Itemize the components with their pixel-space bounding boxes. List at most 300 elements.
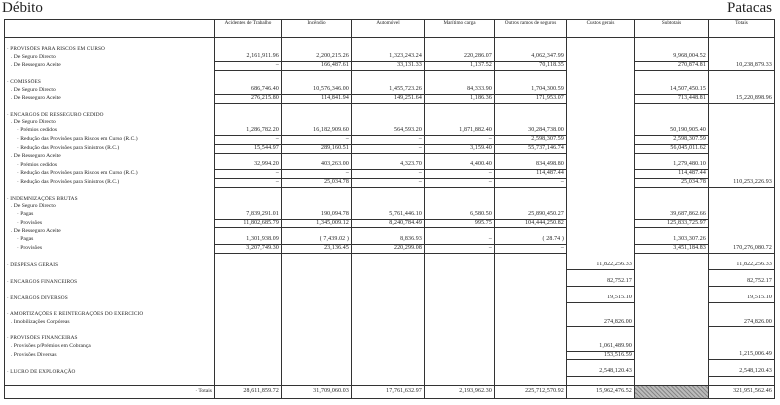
total-value-cell: 2,193,962.30: [425, 385, 495, 398]
value-cell: 19,515.10: [567, 295, 635, 303]
value-cell: –: [425, 178, 495, 187]
value-cell: [495, 376, 567, 385]
value-cell: [425, 196, 495, 204]
value-cell: [709, 236, 775, 244]
total-value-cell: 15,962,476.52: [567, 385, 635, 398]
row-label: · Prémios cedidos: [5, 127, 215, 135]
table-row: [5, 244, 775, 253]
value-cell: 834,498.80: [495, 161, 567, 169]
value-cell: [282, 286, 352, 294]
value-cell: 1,323,243.24: [352, 53, 425, 61]
row-label: · Redução das Provisões para Riscos em Curso (R.C.): [5, 170, 215, 179]
table-row: [5, 211, 775, 219]
value-cell: 50,190,905.40: [635, 127, 709, 135]
value-cell: [282, 196, 352, 204]
table-row: [5, 86, 775, 94]
value-cell: [567, 144, 635, 153]
table-row: [5, 144, 775, 153]
row-label: [5, 104, 215, 112]
value-cell: [215, 286, 282, 294]
value-cell: 25,890,450.27: [495, 211, 567, 219]
value-cell: [352, 262, 425, 270]
value-cell: –: [282, 135, 352, 144]
value-cell: [352, 38, 425, 46]
value-cell: [215, 196, 282, 204]
value-cell: 114,487.44: [495, 170, 567, 179]
table-row: [5, 135, 775, 144]
value-cell: [215, 203, 282, 211]
value-cell: [495, 262, 567, 270]
value-cell: [709, 144, 775, 153]
value-cell: [215, 319, 282, 327]
value-cell: [567, 244, 635, 253]
value-cell: [495, 303, 567, 311]
value-cell: [352, 270, 425, 278]
value-cell: [709, 86, 775, 94]
value-cell: [567, 228, 635, 236]
row-label: . De Resseguro Aceite: [5, 228, 215, 236]
value-cell: [635, 327, 709, 335]
column-header: Automóvel: [352, 20, 425, 38]
value-cell: [495, 278, 567, 286]
column-header: Marítimo carga: [425, 20, 495, 38]
column-header: Acidentes de Trabalho: [215, 20, 282, 38]
value-cell: [709, 161, 775, 169]
value-cell: –: [425, 236, 495, 244]
value-cell: [709, 135, 775, 144]
value-cell: 11,822,256.33: [709, 262, 775, 270]
value-cell: [635, 311, 709, 319]
value-cell: 7,839,291.01: [215, 211, 282, 219]
spacer-row: [5, 303, 775, 311]
value-cell: [215, 311, 282, 319]
row-label: [5, 303, 215, 311]
value-cell: [425, 335, 495, 343]
value-cell: –: [352, 135, 425, 144]
value-cell: [635, 119, 709, 127]
spacer-row: [5, 360, 775, 368]
value-cell: [495, 335, 567, 343]
value-cell: [425, 295, 495, 303]
value-cell: [635, 196, 709, 204]
value-cell: 32,994.20: [215, 161, 282, 169]
value-cell: –: [352, 178, 425, 187]
value-cell: [495, 203, 567, 211]
row-label: . De Resseguro Aceite: [5, 62, 215, 71]
value-cell: 4,400.40: [425, 161, 495, 169]
spacer-row: [5, 104, 775, 112]
value-cell: ( 7,439.02 ): [282, 236, 352, 244]
value-cell: [282, 360, 352, 368]
value-cell: [567, 62, 635, 71]
value-cell: [352, 343, 425, 351]
value-cell: 274,826.00: [567, 319, 635, 327]
value-cell: 39,687,862.66: [635, 211, 709, 219]
value-cell: 170,276,080.72: [709, 244, 775, 253]
value-cell: [495, 368, 567, 376]
spacer-row: [5, 376, 775, 385]
spacer-row: [5, 286, 775, 294]
value-cell: 15,544.97: [215, 144, 282, 153]
value-cell: 1,455,723.26: [352, 86, 425, 94]
value-cell: 125,833,725.97: [635, 219, 709, 228]
value-cell: [352, 286, 425, 294]
value-cell: [425, 327, 495, 335]
value-cell: [635, 153, 709, 161]
value-cell: –: [282, 170, 352, 179]
value-cell: 2,598,307.59: [635, 135, 709, 144]
value-cell: [352, 319, 425, 327]
value-cell: [709, 219, 775, 228]
currency-label: Patacas: [727, 0, 772, 16]
value-cell: [215, 376, 282, 385]
value-cell: [282, 71, 352, 79]
column-header: Totais: [709, 20, 775, 38]
value-cell: [215, 104, 282, 112]
value-cell: [709, 376, 775, 385]
value-cell: 82,752.17: [567, 278, 635, 286]
value-cell: [567, 95, 635, 104]
value-cell: [215, 46, 282, 54]
value-cell: –: [215, 178, 282, 187]
table-row: [5, 335, 775, 343]
value-cell: [282, 351, 352, 360]
value-cell: [567, 253, 635, 261]
value-cell: 4,323.70: [352, 161, 425, 169]
value-cell: [495, 286, 567, 294]
table-row: [5, 112, 775, 120]
value-cell: [635, 104, 709, 112]
spacer-row: [5, 71, 775, 79]
value-cell: [425, 319, 495, 327]
value-cell: [635, 112, 709, 120]
value-cell: 5,761,446.10: [352, 211, 425, 219]
value-cell: [567, 79, 635, 87]
row-label: [5, 376, 215, 385]
spacer-row: [5, 327, 775, 335]
value-cell: [635, 71, 709, 79]
total-value-cell: 321,951,562.46: [709, 385, 775, 398]
column-header: Custos gerais: [567, 20, 635, 38]
value-cell: [425, 153, 495, 161]
value-cell: 70,118.35: [495, 62, 567, 71]
value-cell: [352, 203, 425, 211]
value-cell: 1,137.52: [425, 62, 495, 71]
value-cell: [495, 270, 567, 278]
value-cell: 3,207,749.30: [215, 244, 282, 253]
value-cell: –: [425, 170, 495, 179]
value-cell: 403,263.00: [282, 161, 352, 169]
value-cell: 995.75: [425, 219, 495, 228]
value-cell: [709, 311, 775, 319]
value-cell: [282, 335, 352, 343]
value-cell: [495, 351, 567, 360]
value-cell: 2,161,911.96: [215, 53, 282, 61]
value-cell: 110,253,226.93: [709, 178, 775, 187]
value-cell: [282, 153, 352, 161]
value-cell: 1,186.36: [425, 95, 495, 104]
total-value-cell: 28,611,859.72: [215, 385, 282, 398]
value-cell: [709, 343, 775, 351]
value-cell: [282, 119, 352, 127]
value-cell: [425, 228, 495, 236]
value-cell: [635, 286, 709, 294]
value-cell: [567, 196, 635, 204]
row-label: · Redução das Provisões para Riscos em Curso (R.C.): [5, 135, 215, 144]
value-cell: 3,451,184.83: [635, 244, 709, 253]
value-cell: [495, 343, 567, 351]
totals-label: · Totais: [5, 385, 215, 398]
value-cell: 8,240,784.49: [352, 219, 425, 228]
value-cell: [215, 343, 282, 351]
value-cell: [425, 38, 495, 46]
value-cell: [709, 170, 775, 179]
value-cell: [635, 368, 709, 376]
value-cell: [352, 360, 425, 368]
row-label: . Provisões p/Prémios em Cobrança: [5, 343, 215, 351]
value-cell: [352, 376, 425, 385]
value-cell: [709, 38, 775, 46]
value-cell: [495, 119, 567, 127]
row-label: · PROVISÕES FINANCEIRAS: [5, 335, 215, 343]
value-cell: [282, 368, 352, 376]
value-cell: [215, 119, 282, 127]
table-row: [5, 368, 775, 376]
value-cell: 23,136.45: [282, 244, 352, 253]
table-row: [5, 170, 775, 179]
value-cell: [567, 187, 635, 195]
value-cell: ( 28.74 ): [495, 236, 567, 244]
value-cell: [709, 104, 775, 112]
row-label: · Redução das Provisões para Sinistros (R.C.): [5, 178, 215, 187]
value-cell: 84,333.90: [425, 86, 495, 94]
value-cell: [282, 343, 352, 351]
table-row: [5, 95, 775, 104]
value-cell: [282, 104, 352, 112]
value-cell: [425, 270, 495, 278]
value-cell: [709, 79, 775, 87]
row-label: · Redução das Provisões para Sinistros (R.C.): [5, 144, 215, 153]
value-cell: [352, 327, 425, 335]
table-row: [5, 53, 775, 61]
value-cell: [352, 311, 425, 319]
table-row: [5, 351, 775, 360]
value-cell: 4,062,347.99: [495, 53, 567, 61]
table-row: [5, 278, 775, 286]
spacer-row: [5, 38, 775, 46]
total-value-cell: 17,761,632.97: [352, 385, 425, 398]
value-cell: 15,220,898.96: [709, 95, 775, 104]
value-cell: 10,238,879.33: [709, 62, 775, 71]
value-cell: 114,841.94: [282, 95, 352, 104]
value-cell: [495, 319, 567, 327]
value-cell: 10,576,346.00: [282, 86, 352, 94]
value-cell: –: [495, 244, 567, 253]
value-cell: 1,301,938.09: [215, 236, 282, 244]
value-cell: [425, 278, 495, 286]
value-cell: [215, 38, 282, 46]
table-row: [5, 262, 775, 270]
row-label: · ENCARGOS DE RESSEGURO CEDIDO: [5, 112, 215, 120]
value-cell: 149,251.64: [352, 95, 425, 104]
row-label: [5, 187, 215, 195]
value-cell: [635, 262, 709, 270]
value-cell: 82,752.17: [709, 278, 775, 286]
value-cell: [495, 228, 567, 236]
value-cell: [215, 278, 282, 286]
value-cell: [709, 196, 775, 204]
value-cell: 1,061,489.90: [567, 343, 635, 351]
value-cell: [709, 270, 775, 278]
value-cell: 56,045,011.62: [635, 144, 709, 153]
value-cell: [709, 286, 775, 294]
value-cell: [567, 270, 635, 278]
value-cell: [282, 46, 352, 54]
value-cell: –: [352, 170, 425, 179]
spacer-row: [5, 253, 775, 261]
value-cell: [635, 228, 709, 236]
value-cell: [567, 203, 635, 211]
row-label: · COMISSÕES: [5, 79, 215, 87]
row-label: · PROVISÕES PARA RISCOS EM CURSO: [5, 46, 215, 54]
table-row: [5, 219, 775, 228]
value-cell: [567, 71, 635, 79]
value-cell: [352, 119, 425, 127]
value-cell: 713,448.81: [635, 95, 709, 104]
value-cell: [567, 127, 635, 135]
value-cell: [635, 38, 709, 46]
total-value-cell: 225,712,570.92: [495, 385, 567, 398]
row-label: · AMORTIZAÇÕES E REINTEGRAÇÕES DO EXERCÍCIO: [5, 311, 215, 319]
value-cell: [709, 187, 775, 195]
value-cell: 274,826.00: [709, 319, 775, 327]
value-cell: [495, 38, 567, 46]
value-cell: [567, 178, 635, 187]
value-cell: –: [215, 170, 282, 179]
debit-statement-table: [4, 19, 775, 399]
table-row: [5, 311, 775, 319]
value-cell: [215, 368, 282, 376]
value-cell: [352, 368, 425, 376]
value-cell: 1,286,782.20: [215, 127, 282, 135]
value-cell: [352, 278, 425, 286]
totals-row: [5, 385, 775, 398]
value-cell: [635, 187, 709, 195]
spacer-row: [5, 270, 775, 278]
value-cell: [282, 295, 352, 303]
row-label: · Provisões: [5, 244, 215, 253]
value-cell: [215, 303, 282, 311]
value-cell: [282, 262, 352, 270]
value-cell: [709, 203, 775, 211]
value-cell: 289,160.51: [282, 144, 352, 153]
value-cell: [215, 360, 282, 368]
row-label: [5, 286, 215, 294]
table-row: [5, 119, 775, 127]
value-cell: [425, 112, 495, 120]
value-cell: [425, 311, 495, 319]
value-cell: [635, 303, 709, 311]
value-cell: 9,968,004.52: [635, 53, 709, 61]
value-cell: [709, 112, 775, 120]
table-row: [5, 343, 775, 351]
value-cell: [567, 311, 635, 319]
value-cell: [282, 38, 352, 46]
value-cell: 564,593.20: [352, 127, 425, 135]
value-cell: [282, 311, 352, 319]
value-cell: [495, 295, 567, 303]
value-cell: 6,580.50: [425, 211, 495, 219]
shaded-cell: [635, 385, 709, 398]
row-label: . Provisões Diversas: [5, 351, 215, 360]
value-cell: [709, 253, 775, 261]
value-cell: [215, 228, 282, 236]
table-row: [5, 153, 775, 161]
value-cell: [495, 196, 567, 204]
value-cell: [425, 71, 495, 79]
value-cell: [567, 104, 635, 112]
value-cell: [567, 170, 635, 179]
value-cell: 166,487.61: [282, 62, 352, 71]
value-cell: [215, 71, 282, 79]
value-cell: 2,200,215.26: [282, 53, 352, 61]
value-cell: [282, 319, 352, 327]
table-row: [5, 62, 775, 71]
value-cell: [635, 46, 709, 54]
value-cell: 270,874.81: [635, 62, 709, 71]
row-label: . Imobilizações Corpóreas: [5, 319, 215, 327]
value-cell: [495, 311, 567, 319]
value-cell: [425, 79, 495, 87]
value-cell: [709, 46, 775, 54]
value-cell: 190,094.78: [282, 211, 352, 219]
value-cell: [635, 203, 709, 211]
row-label: . De Seguro Directo: [5, 119, 215, 127]
value-cell: [282, 376, 352, 385]
value-cell: [567, 219, 635, 228]
table-row: [5, 236, 775, 244]
value-cell: 1,871,882.40: [425, 127, 495, 135]
value-cell: [567, 236, 635, 244]
value-cell: –: [495, 178, 567, 187]
value-cell: [352, 104, 425, 112]
value-cell: [352, 112, 425, 120]
value-cell: [709, 119, 775, 127]
value-cell: [567, 53, 635, 61]
row-label: [5, 360, 215, 368]
value-cell: [425, 376, 495, 385]
value-cell: 686,746.40: [215, 86, 282, 94]
spacer-row: [5, 187, 775, 195]
value-cell: 153,516.59: [567, 351, 635, 360]
value-cell: [352, 187, 425, 195]
value-cell: [567, 135, 635, 144]
document-title-left: Débito: [2, 0, 43, 16]
value-cell: [215, 270, 282, 278]
row-label: · LUCRO DE EXPLORAÇÃO: [5, 368, 215, 376]
value-cell: –: [425, 135, 495, 144]
value-cell: [567, 112, 635, 120]
value-cell: 33,131.33: [352, 62, 425, 71]
value-cell: 55,737,146.74: [495, 144, 567, 153]
value-cell: [282, 327, 352, 335]
row-label: [5, 270, 215, 278]
row-label: · INDEMNIZAÇÕES BRUTAS: [5, 196, 215, 204]
value-cell: 220,299.08: [352, 244, 425, 253]
value-cell: [495, 46, 567, 54]
value-cell: 3,159.40: [425, 144, 495, 153]
value-cell: [425, 187, 495, 195]
